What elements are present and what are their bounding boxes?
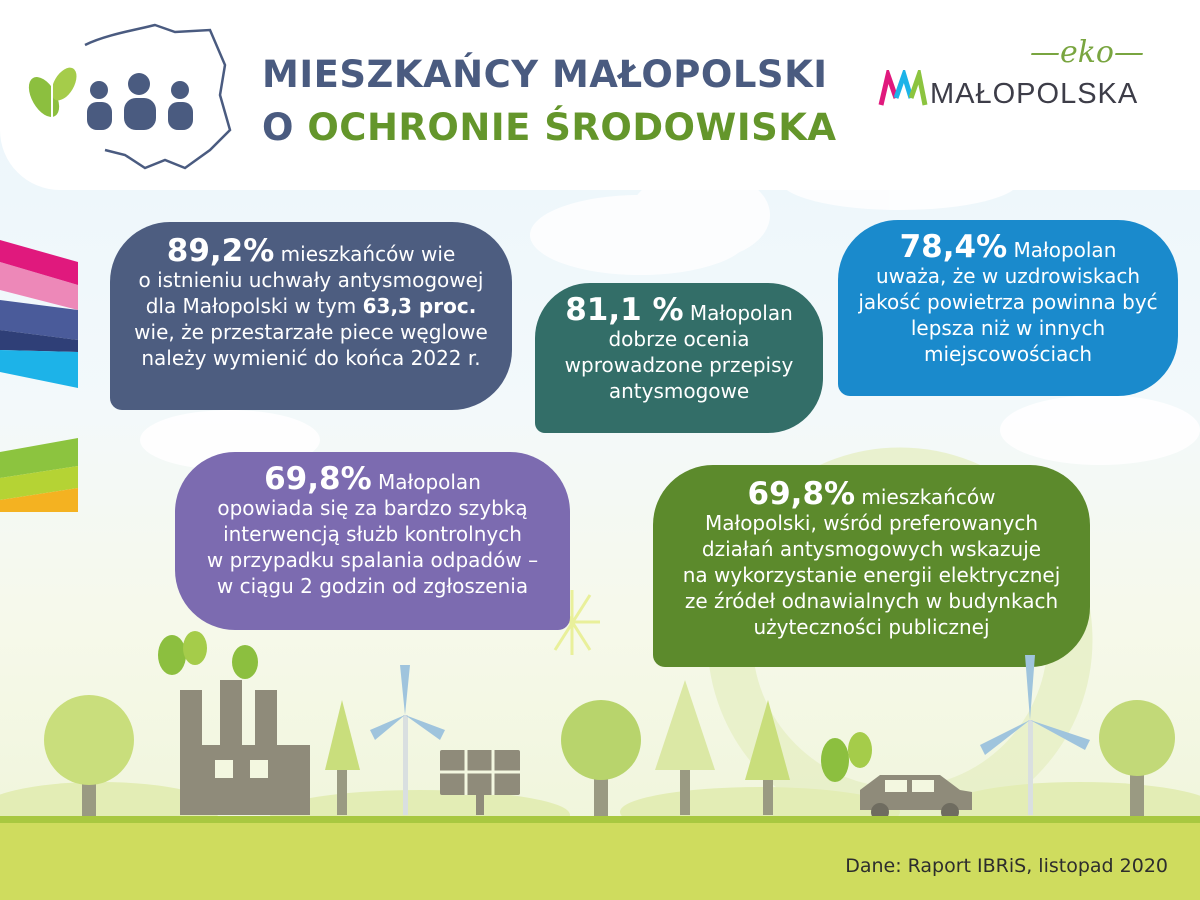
title-line-1: MIESZKAŃCY MAŁOPOLSKI	[262, 53, 828, 96]
logo-tagline-text: eko	[1060, 35, 1114, 70]
page-title	[262, 48, 837, 154]
stat-bubble-smog-law-awareness	[110, 222, 512, 410]
stat-value: 69,8%	[264, 461, 372, 497]
stat-text: działań antysmogowych wskazuje	[701, 537, 1042, 561]
stat-value: 78,4%	[899, 229, 1008, 265]
stat-text: dla Małopolski w tym	[145, 294, 363, 318]
stat-text: lepsza niż w innych	[910, 316, 1106, 340]
stat-text: antysmogowe	[608, 379, 750, 403]
logo-tagline: —eko—	[1030, 35, 1144, 70]
stat-bubble-regulations-rating	[535, 283, 823, 433]
stat-text: w ciągu 2 godzin od zgłoszenia	[216, 574, 529, 598]
stat-text: Małopolan	[1007, 238, 1117, 262]
leaves-icon	[22, 62, 82, 132]
stat-text: Małopolski, wśród preferowanych	[705, 511, 1038, 535]
source-note: Dane: Raport IBRiS, listopad 2020	[845, 855, 1168, 877]
stat-text: na wykorzystanie energii elektrycznej	[682, 563, 1061, 587]
stat-text: o istnieniu uchwały antysmogowej	[138, 268, 484, 292]
title-line-2-highlight: OCHRONIE ŚRODOWISKA	[307, 106, 837, 149]
stat-text: interwencją służb kontrolnych	[223, 522, 522, 546]
people-icon	[82, 72, 202, 132]
stat-bubble-waste-burning-intervention	[175, 452, 570, 630]
logo-mark-icon	[878, 70, 928, 108]
factory-icon	[180, 680, 310, 815]
stat-value: 81,1 %	[565, 292, 684, 328]
title-line-2-prefix: O	[262, 106, 308, 149]
landscape-illustration	[0, 620, 1200, 830]
stat-highlight: 63,3 proc.	[362, 294, 477, 318]
stat-text: użyteczności publicznej	[753, 615, 990, 639]
stat-text: ze źródeł odnawialnych w budynkach	[684, 589, 1059, 613]
car-icon	[860, 775, 972, 821]
stat-text: jakość powietrza powinna być	[858, 290, 1158, 314]
stat-text: mieszkańców	[855, 485, 996, 509]
stat-text: miejscowościach	[923, 342, 1093, 366]
stat-text: w przypadku spalania odpadów –	[206, 548, 539, 572]
stat-text: dobrze ocenia	[608, 327, 750, 351]
stat-bubble-spa-air-quality	[838, 220, 1178, 396]
stat-value: 89,2%	[166, 233, 275, 269]
stat-text: wie, że przestarzałe piece węglowe	[134, 320, 488, 344]
stat-text: mieszkańców wie	[274, 242, 456, 266]
title-line-2	[262, 101, 837, 154]
stat-text: opowiada się za bardzo szybką	[217, 496, 528, 520]
stat-text: wprowadzone przepisy	[564, 353, 794, 377]
logo-name: MAŁOPOLSKA	[930, 78, 1139, 110]
stat-value: 69,8%	[747, 476, 856, 512]
stat-text: Małopolan	[683, 301, 793, 325]
stat-text: Małopolan	[371, 470, 481, 494]
stat-text: uważa, że w uzdrowiskach	[875, 264, 1140, 288]
stat-text: należy wymienić do końca 2022 r.	[141, 346, 481, 370]
